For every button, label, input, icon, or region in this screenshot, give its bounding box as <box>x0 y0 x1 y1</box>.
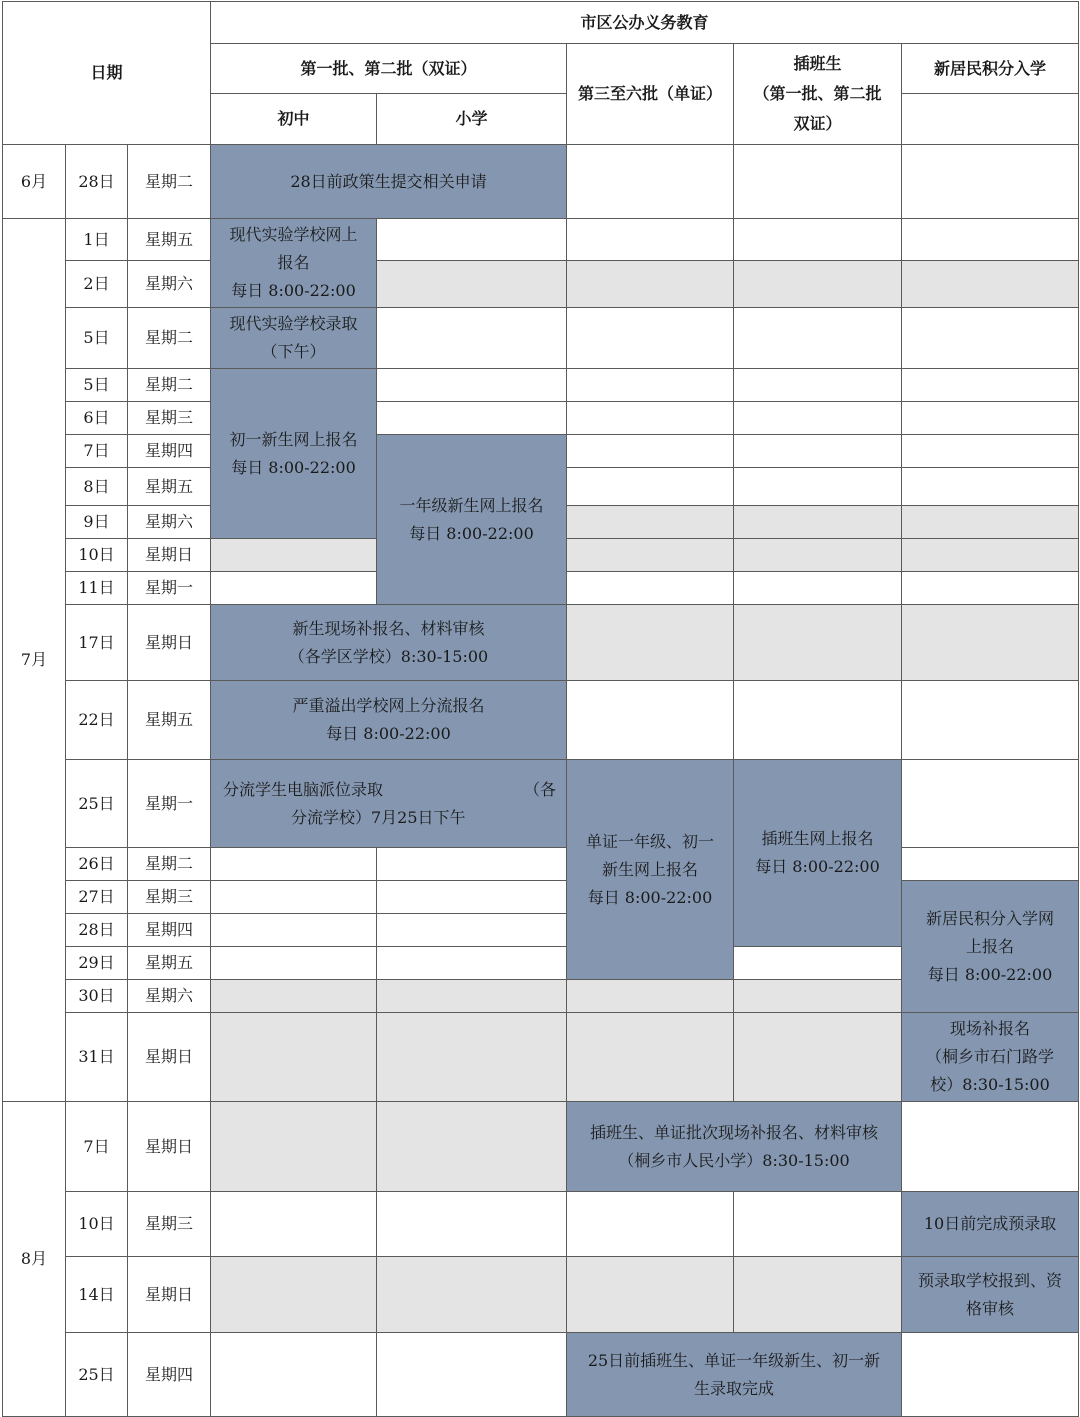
empty-cell <box>211 1257 377 1333</box>
empty-cell <box>377 369 567 402</box>
weekday-cell: 星期三 <box>128 881 211 914</box>
empty-cell <box>902 539 1079 572</box>
empty-cell <box>567 1013 734 1102</box>
event-policy-application: 28日前政策生提交相关申请 <box>211 145 567 219</box>
empty-cell <box>211 848 377 881</box>
day-cell: 27日 <box>66 881 128 914</box>
weekday-cell: 星期日 <box>128 1257 211 1333</box>
day-cell: 25日 <box>66 760 128 848</box>
empty-cell <box>377 1013 567 1102</box>
empty-cell <box>902 261 1079 308</box>
empty-cell <box>902 468 1079 506</box>
weekday-cell: 星期三 <box>128 402 211 435</box>
day-cell: 26日 <box>66 848 128 881</box>
event-single-cert-signup: 单证一年级、初一 新生网上报名 每日 8:00-22:00 <box>567 760 734 980</box>
weekday-cell: 星期五 <box>128 681 211 760</box>
empty-cell <box>734 980 902 1013</box>
event-overflow-diversion-signup: 严重溢出学校网上分流报名 每日 8:00-22:00 <box>211 681 567 760</box>
empty-cell <box>211 1102 377 1192</box>
event-grade1-signup: 一年级新生网上报名 每日 8:00-22:00 <box>377 435 567 605</box>
day-cell: 7日 <box>66 1102 128 1192</box>
day-cell: 28日 <box>66 914 128 947</box>
weekday-cell: 星期五 <box>128 947 211 980</box>
empty-cell <box>567 468 734 506</box>
day-cell: 8日 <box>66 468 128 506</box>
empty-cell <box>734 572 902 605</box>
empty-cell <box>902 219 1079 261</box>
empty-cell <box>567 145 734 219</box>
day-cell: 5日 <box>66 308 128 369</box>
empty-cell <box>902 1102 1079 1192</box>
day-cell: 17日 <box>66 605 128 681</box>
empty-cell <box>377 1102 567 1192</box>
empty-cell <box>567 506 734 539</box>
weekday-cell: 星期日 <box>128 1013 211 1102</box>
empty-cell <box>567 261 734 308</box>
empty-cell <box>567 402 734 435</box>
empty-cell <box>734 308 902 369</box>
header-public-compulsory-education: 市区公办义务教育 <box>211 2 1079 44</box>
header-transfer-students: 插班生 （第一批、第二批 双证） <box>734 44 902 145</box>
empty-cell <box>734 435 902 468</box>
empty-cell <box>211 1192 377 1257</box>
day-cell: 25日 <box>66 1333 128 1417</box>
day-cell: 1日 <box>66 219 128 261</box>
empty-cell <box>734 605 902 681</box>
day-cell: 2日 <box>66 261 128 308</box>
empty-cell <box>377 881 567 914</box>
empty-cell <box>734 539 902 572</box>
empty-cell <box>377 947 567 980</box>
empty-cell <box>734 261 902 308</box>
weekday-cell: 星期二 <box>128 369 211 402</box>
header-new-resident-points: 新居民积分入学 <box>902 44 1079 94</box>
weekday-cell: 星期三 <box>128 1192 211 1257</box>
empty-cell <box>902 145 1079 219</box>
day-cell: 14日 <box>66 1257 128 1333</box>
empty-cell <box>567 980 734 1013</box>
event-modern-school-admission: 现代实验学校录取 （下午） <box>211 308 377 369</box>
weekday-cell: 星期日 <box>128 539 211 572</box>
empty-cell <box>734 1257 902 1333</box>
empty-cell <box>377 261 567 308</box>
weekday-cell: 星期日 <box>128 605 211 681</box>
weekday-cell: 星期五 <box>128 468 211 506</box>
weekday-cell: 星期二 <box>128 145 211 219</box>
diversion-text-line1: 分流学生电脑派位录取 <box>223 779 384 799</box>
day-cell: 11日 <box>66 572 128 605</box>
weekday-cell: 星期四 <box>128 435 211 468</box>
day-cell: 10日 <box>66 539 128 572</box>
weekday-cell: 星期一 <box>128 572 211 605</box>
empty-cell <box>734 402 902 435</box>
event-onsite-supplement: 新生现场补报名、材料审核 （各学区学校）8:30-15:00 <box>211 605 567 681</box>
event-pre-admission: 10日前完成预录取 <box>902 1192 1079 1257</box>
empty-cell <box>567 572 734 605</box>
event-points-onsite-supplement: 现场补报名 （桐乡市石门路学 校）8:30-15:00 <box>902 1013 1079 1102</box>
event-modern-school-signup: 现代实验学校网上 报名 每日 8:00-22:00 <box>211 219 377 308</box>
empty-cell <box>377 1333 567 1417</box>
header-junior-high: 初中 <box>211 94 377 145</box>
empty-cell <box>902 506 1079 539</box>
weekday-cell: 星期六 <box>128 261 211 308</box>
empty-cell <box>377 1257 567 1333</box>
event-transfer-onsite-supplement: 插班生、单证批次现场补报名、材料审核 （桐乡市人民小学）8:30-15:00 <box>567 1102 902 1192</box>
empty-cell <box>567 435 734 468</box>
weekday-cell: 星期六 <box>128 506 211 539</box>
empty-cell <box>211 947 377 980</box>
diversion-text-line2: 分流学校）7月25日下午 <box>291 807 466 827</box>
empty-cell <box>902 369 1079 402</box>
month-cell-august: 8月 <box>3 1102 66 1417</box>
day-cell: 6日 <box>66 402 128 435</box>
empty-cell <box>377 308 567 369</box>
empty-cell <box>567 605 734 681</box>
event-points-signup: 新居民积分入学网 上报名 每日 8:00-22:00 <box>902 881 1079 1013</box>
empty-cell <box>567 1192 734 1257</box>
event-diversion-lottery <box>211 760 567 848</box>
empty-cell <box>734 1013 902 1102</box>
event-final-admission: 25日前插班生、单证一年级新生、初一新 生录取完成 <box>567 1333 902 1417</box>
event-transfer-signup: 插班生网上报名 每日 8:00-22:00 <box>734 760 902 947</box>
empty-cell <box>377 402 567 435</box>
empty-cell <box>567 1257 734 1333</box>
empty-cell <box>902 402 1079 435</box>
empty-cell <box>734 369 902 402</box>
weekday-cell: 星期一 <box>128 760 211 848</box>
empty-cell <box>902 848 1079 881</box>
empty-cell <box>902 308 1079 369</box>
empty-cell <box>734 145 902 219</box>
empty-cell <box>902 94 1079 145</box>
empty-cell <box>211 881 377 914</box>
day-cell: 30日 <box>66 980 128 1013</box>
weekday-cell: 星期四 <box>128 1333 211 1417</box>
empty-cell <box>734 506 902 539</box>
empty-cell <box>567 681 734 760</box>
weekday-cell: 星期日 <box>128 1102 211 1192</box>
header-batch-3-6: 第三至六批（单证） <box>567 44 734 145</box>
empty-cell <box>211 539 377 572</box>
header-batch-1-2: 第一批、第二批（双证） <box>211 44 567 94</box>
empty-cell <box>211 572 377 605</box>
empty-cell <box>377 219 567 261</box>
empty-cell <box>211 980 377 1013</box>
empty-cell <box>377 1192 567 1257</box>
empty-cell <box>902 435 1079 468</box>
empty-cell <box>211 1333 377 1417</box>
event-report-qualification-check: 预录取学校报到、资 格审核 <box>902 1257 1079 1333</box>
empty-cell <box>377 980 567 1013</box>
month-cell-june: 6月 <box>3 145 66 219</box>
empty-cell <box>734 468 902 506</box>
empty-cell <box>211 1013 377 1102</box>
empty-cell <box>567 369 734 402</box>
empty-cell <box>567 308 734 369</box>
day-cell: 29日 <box>66 947 128 980</box>
empty-cell <box>734 219 902 261</box>
empty-cell <box>902 760 1079 848</box>
weekday-cell: 星期六 <box>128 980 211 1013</box>
day-cell: 5日 <box>66 369 128 402</box>
empty-cell <box>902 572 1079 605</box>
day-cell: 7日 <box>66 435 128 468</box>
empty-cell <box>902 681 1079 760</box>
weekday-cell: 星期五 <box>128 219 211 261</box>
header-primary: 小学 <box>377 94 567 145</box>
empty-cell <box>211 914 377 947</box>
empty-cell <box>734 1192 902 1257</box>
empty-cell <box>567 219 734 261</box>
day-cell: 28日 <box>66 145 128 219</box>
empty-cell <box>734 947 902 980</box>
empty-cell <box>567 539 734 572</box>
enrollment-schedule-table <box>2 1 1079 1417</box>
day-cell: 10日 <box>66 1192 128 1257</box>
header-date: 日期 <box>3 2 211 145</box>
event-junior-signup: 初一新生网上报名 每日 8:00-22:00 <box>211 369 377 539</box>
empty-cell <box>902 605 1079 681</box>
weekday-cell: 星期四 <box>128 914 211 947</box>
empty-cell <box>377 914 567 947</box>
weekday-cell: 星期二 <box>128 848 211 881</box>
empty-cell <box>734 681 902 760</box>
empty-cell <box>902 1333 1079 1417</box>
empty-cell <box>377 848 567 881</box>
day-cell: 31日 <box>66 1013 128 1102</box>
month-cell-july: 7月 <box>3 219 66 1102</box>
day-cell: 22日 <box>66 681 128 760</box>
day-cell: 9日 <box>66 506 128 539</box>
weekday-cell: 星期二 <box>128 308 211 369</box>
diversion-text-line1-end: （各 <box>523 779 556 799</box>
